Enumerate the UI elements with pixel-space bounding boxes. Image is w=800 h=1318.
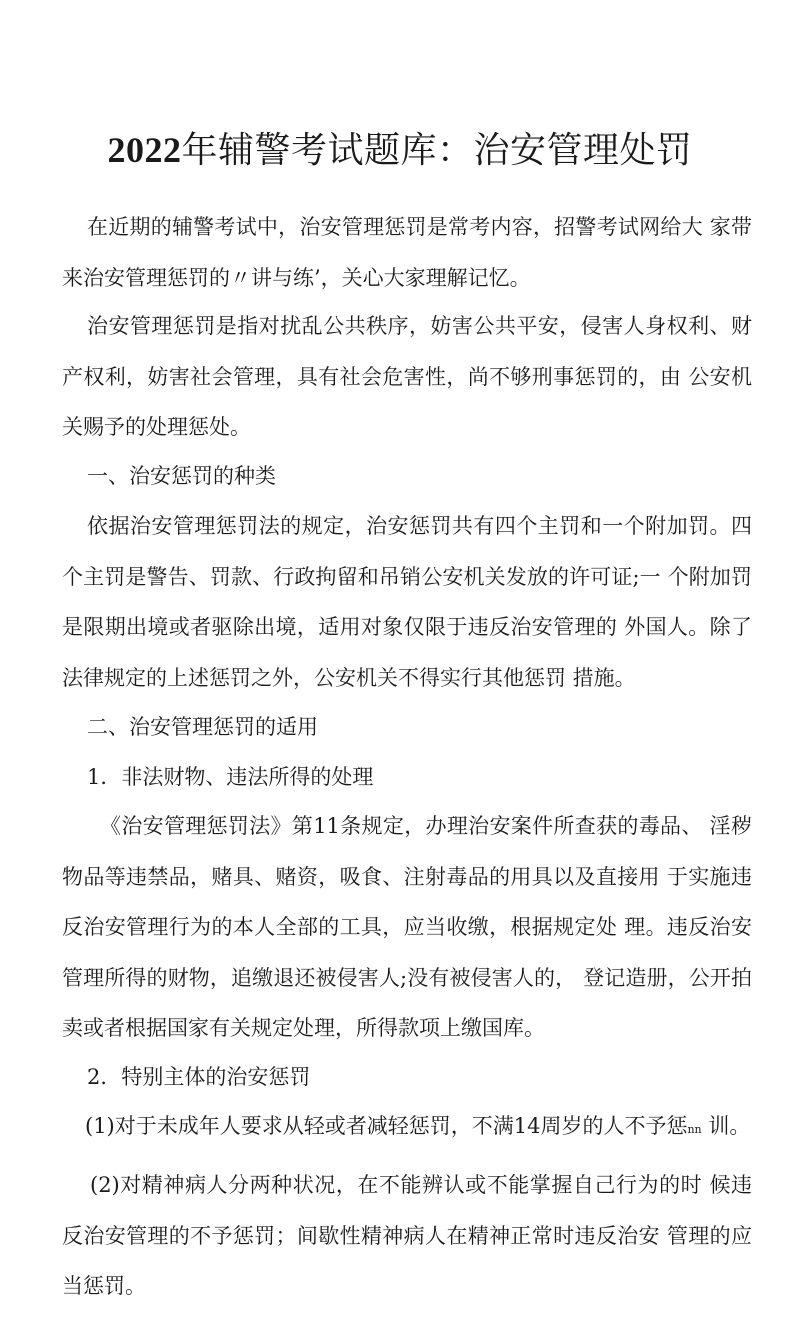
subsection1-heading: 1．非法财物、违法所得的处理 (87, 765, 374, 789)
item1-small-text: nn (687, 1123, 702, 1136)
section2-heading: 二、治安管理惩罚的适用 (87, 715, 318, 739)
item2-paragraph: (2)对精神病人分两种状况，在不能辨认或不能掌握自己行为的时 候违反治安管理的不予惩罚；间歇性精神病人在精神正常时违反治安 管理的应当惩罚。 (62, 1173, 752, 1298)
section1-heading: 一、治安惩罚的种类 (87, 464, 276, 488)
subsection2-heading: 2．特别主体的治安惩罚 (87, 1065, 311, 1089)
definition-paragraph: 治安管理惩罚是指对扰乱公共秩序，妨害公共平安，侵害人身权利、财产权利，妨害社会管理，具有社会危害性，尚不够刑事惩罚的，由 公安机关赐予的处理惩处。 (62, 314, 752, 439)
title-text: 年辅警考试题库：治安管理处罚 (181, 130, 693, 171)
section1-paragraph: 依据治安管理惩罚法的规定，治安惩罚共有四个主罚和一个附加罚。四个主罚是警告、罚款、行政拘留和吊销公安机关发放的许可证;一 个附加罚是限期出境或者驱除出境，适用对象仅限于违反治安管理的 外国人。除了法律规定的上述惩罚之外，公安机关不得实行其他惩罚 措施。 (62, 514, 752, 690)
title-year: 2022 (107, 130, 182, 170)
item1-text: (1)对于未成年人要求从轻或者减轻惩罚，不满14周岁的人不予惩 (85, 1114, 688, 1138)
page-title (0, 124, 800, 177)
subsection1-paragraph: 《治安管理惩罚法》第11条规定，办理治安案件所查获的毒品、 淫秽物品等违禁品，赌具、赌资，吸食、注射毒品的用具以及直接用 于实施违反治安管理行为的本人全部的工具，应当收缴，根据规定处 理。违反治安管理所得的财物，追缴退还被侵害人;没有被侵害人的， 登记造册，公开拍卖或者根据国家有关规定处理，所得款项上缴国库。 (62, 814, 752, 1040)
intro-paragraph: 在近期的辅警考试中，治安管理惩罚是常考内容，招警考试网给大 家带来治安管理惩罚的〃讲与练’，关心大家理解记忆。 (62, 215, 752, 290)
item1-paragraph (62, 1101, 752, 1156)
item1-tail-text: 训。 (701, 1114, 751, 1138)
